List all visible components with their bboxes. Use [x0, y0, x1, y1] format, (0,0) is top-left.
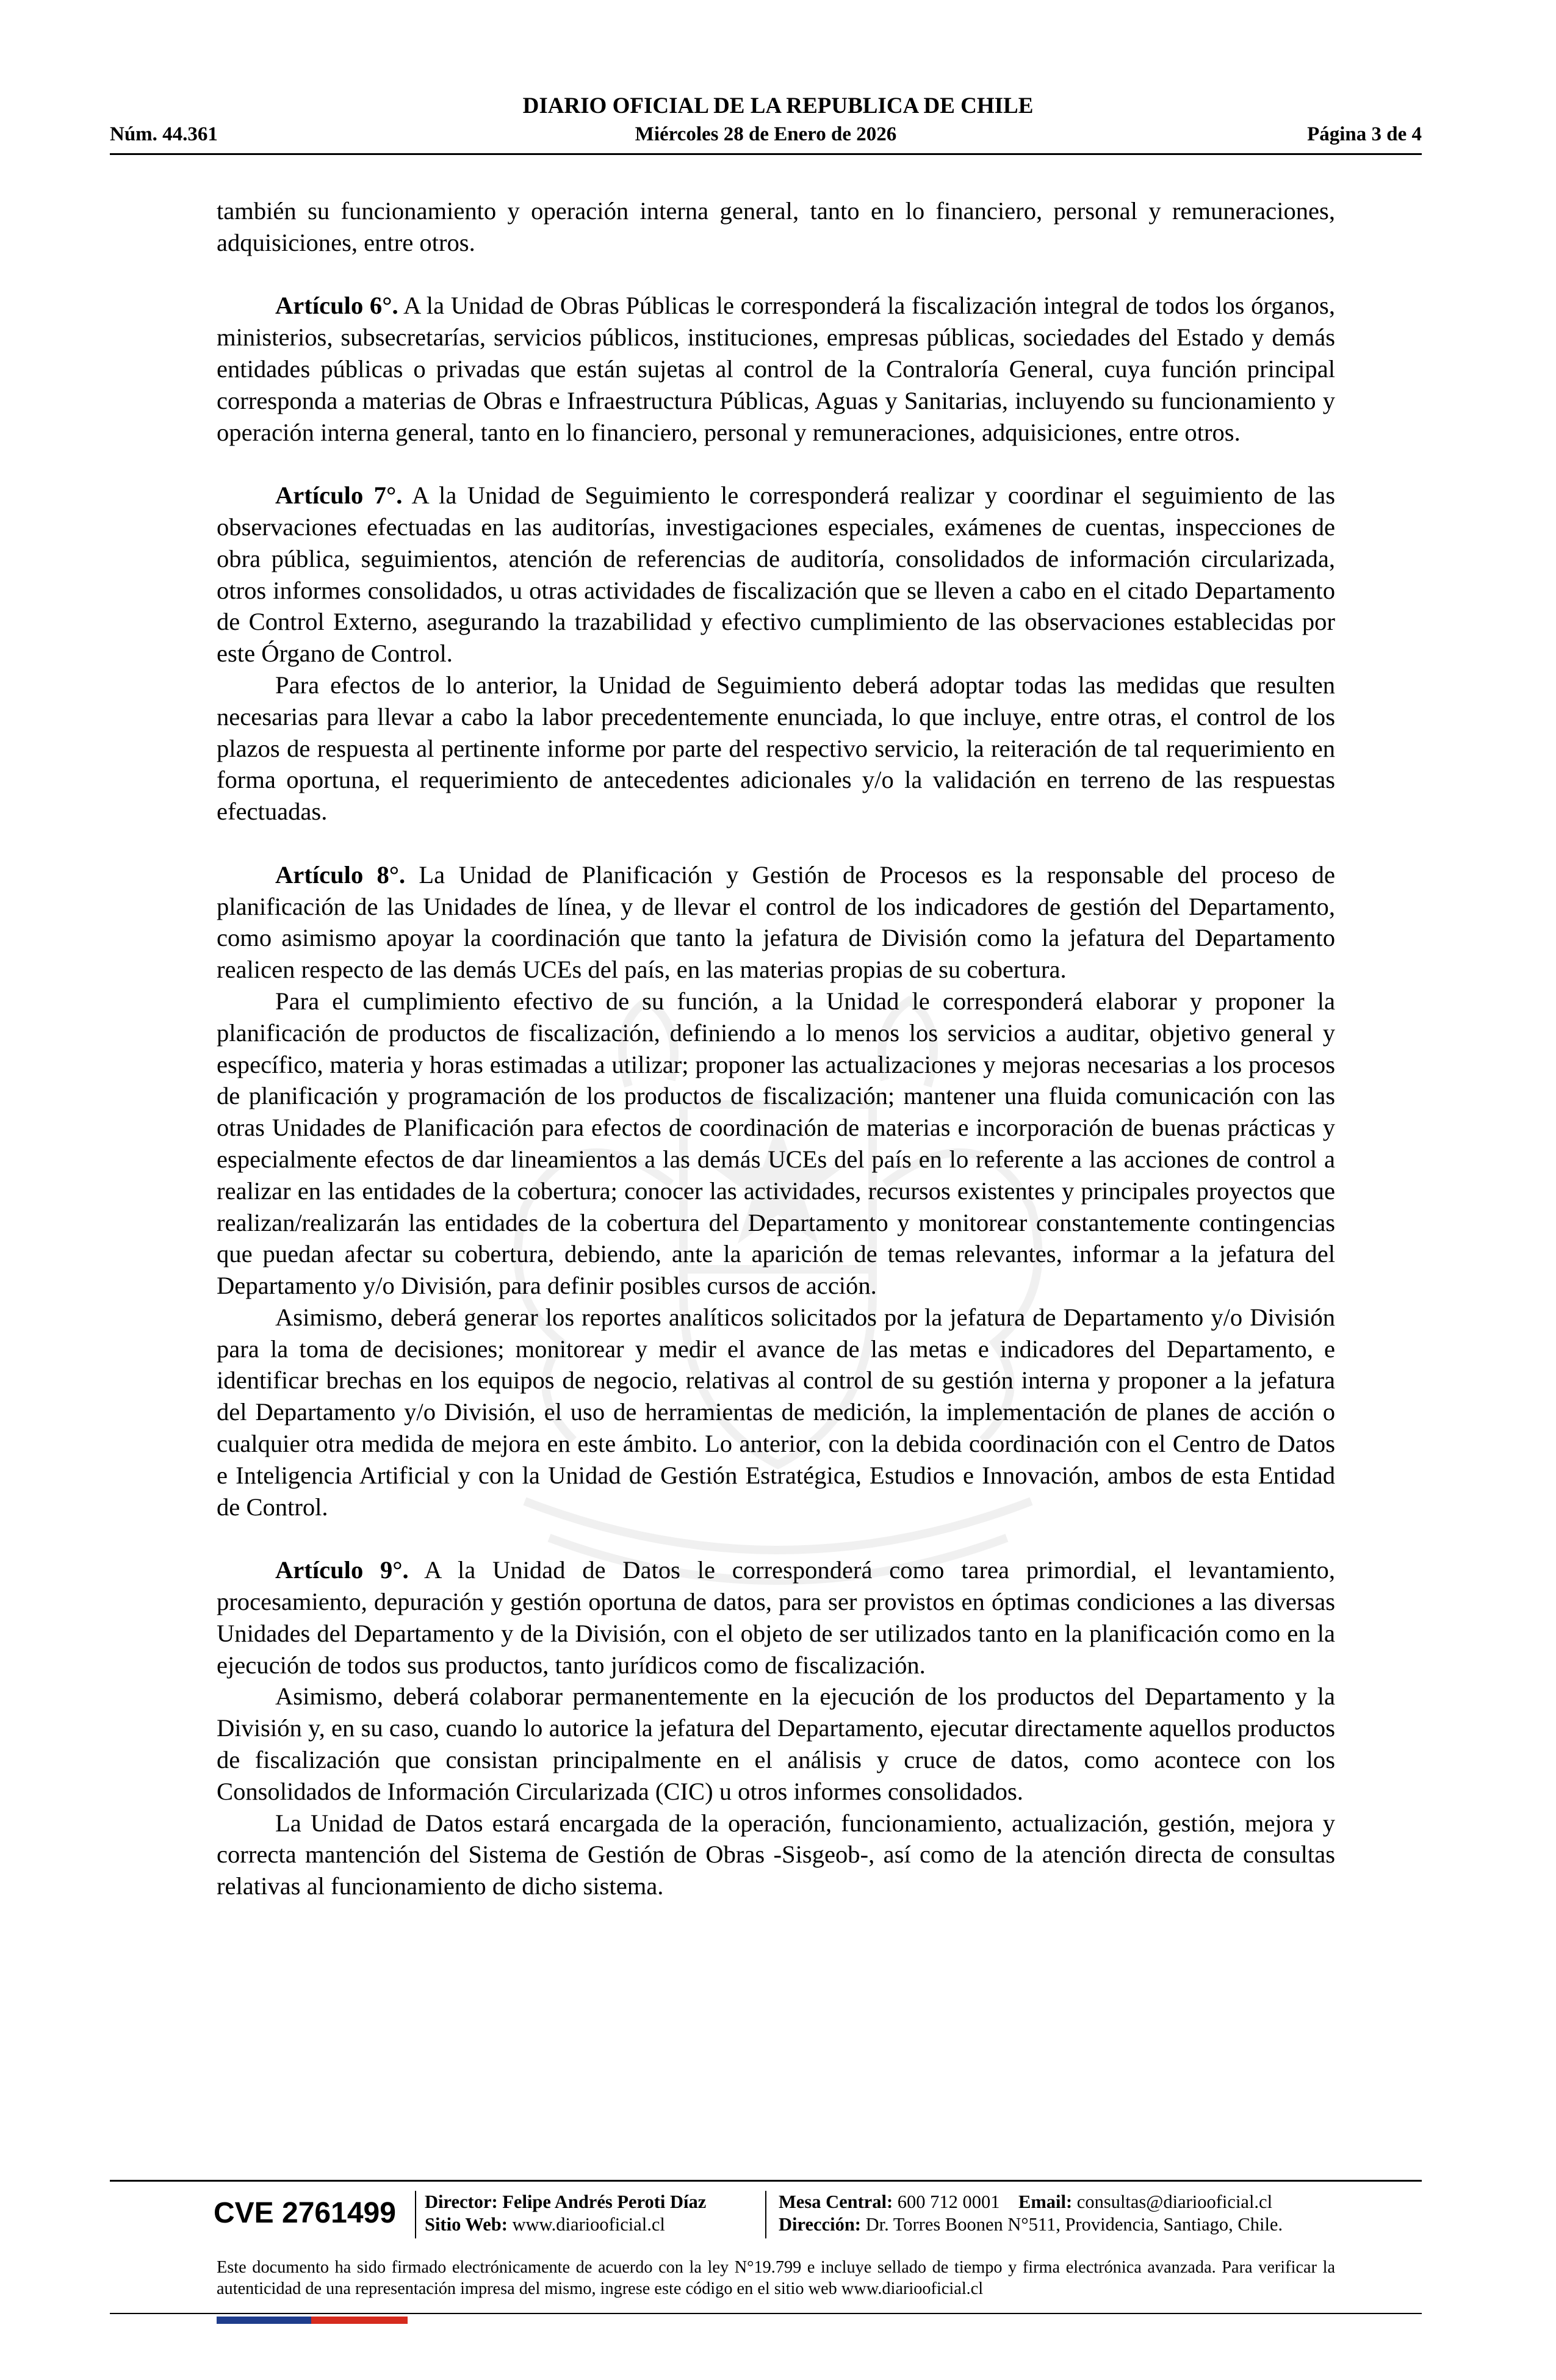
article-9-label: Artículo 9°. — [275, 1556, 409, 1584]
article-9-text: A la Unidad de Datos le corresponderá como tarea primordial, el levantamiento, procesamiento, depuración y gestión oportuna de datos, para ser provistos en óptimas condiciones a las diversas Unidades del Departamento y de la División, con el objeto de ser utilizados tanto en la planificación como en la ejecución de todos sus productos, tanto jurídicos como de fiscalización. — [217, 1556, 1335, 1679]
article-9-paragraph-2: Asimismo, deberá colaborar permanentemente en la ejecución de los productos del Departamento y la División y, en su caso, cuando lo autorice la jefatura del Departamento, ejecutar directamente aquellos productos de fiscalización que consistan principalmente en el análisis y cruce de datos, como acontece con los Consolidados de Información Circularizada (CIC) u otros informes consolidados. — [217, 1682, 1335, 1805]
article-6-text: A la Unidad de Obras Públicas le corresponderá la fiscalización integral de todos los órganos, ministerios, subsecretarías, servicios públicos, instituciones, empresas públicas, sociedades del Estado y demás entidades públicas o privadas que están sujetas al control de la Contraloría General, cuya función principal corresponda a materias de Obras e Infraestructura Públicas, Aguas y Sanitarias, incluyendo su funcionamiento y operación interna general, tanto en lo financiero, personal y remuneraciones, adquisiciones, entre otros. — [217, 292, 1335, 446]
issue-number: Núm. 44.361 — [110, 123, 218, 145]
footer-separator — [415, 2191, 416, 2238]
continuation-paragraph: también su funcionamiento y operación interna general, tanto en lo financiero, personal y remuneraciones, adquisiciones, entre otros. — [217, 197, 1335, 256]
site-url[interactable]: www.diariooficial.cl — [512, 2214, 665, 2235]
email-value[interactable]: consultas@diariooficial.cl — [1076, 2191, 1273, 2212]
article-7-label: Artículo 7°. — [275, 481, 403, 510]
address-label: Dirección: — [779, 2214, 861, 2235]
article-8-label: Artículo 8°. — [275, 860, 406, 889]
flag-stripe-blue — [217, 2317, 311, 2324]
phone-value: 600 712 0001 — [897, 2191, 1000, 2212]
gazette-title: DIARIO OFICIAL DE LA REPUBLICA DE CHILE — [522, 93, 1034, 118]
article-6 — [217, 290, 1335, 448]
article-9 — [217, 1554, 1335, 1681]
phone-label: Mesa Central: — [779, 2191, 893, 2212]
article-7 — [217, 480, 1335, 669]
article-6-label: Artículo 6°. — [275, 292, 398, 320]
article-9-paragraph-3: La Unidad de Datos estará encargada de la operación, funcionamiento, actualización, gestión, mejora y correcta mantención del Sistema de Gestión de Obras -Sisgeob-, así como de la atención directa de consultas relativas al funcionamiento de dicho sistema. — [217, 1809, 1335, 1900]
article-8-paragraph-3: Asimismo, deberá generar los reportes analíticos solicitados por la jefatura de Departamento y/o División para la toma de decisiones; monitorear y medir el avance de las metas e indicadores del Departamento, e identificar brechas en los equipos de negocio, relativas al control de su gestión interna y proponer a la jefatura del Departamento y/o División, el uso de herramientas de medición, la implementación de planes de acción o cualquier otra medida de mejora en este ámbito. Lo anterior, con la debida coordinación con el Centro de Datos e Inteligencia Artificial y con la Unidad de Gestión Estratégica, Estudios e Innovación, ambos de esta Entidad de Control. — [217, 1303, 1335, 1521]
article-8-paragraph-2: Para el cumplimiento efectivo de su función, a la Unidad le corresponderá elaborar y proponer la planificación de productos de fiscalización, definiendo a lo menos los servicios a auditar, objetivo general y específico, materia y horas estimadas a utilizar; proponer las actualizaciones y mejoras necesarias a los procesos de planificación y programación de los productos de fiscalización; mantener una fluida comunicación con las otras Unidades de Planificación para efectos de coordinación de materias e incorporación de buenas prácticas y especialmente efectos de dar lineamientos a las demás UCEs del país en lo referente a las acciones de control a realizar en las entidades de la cobertura; conocer las actividades, recursos existentes y principales proyectos que realizan/realizarán las entidades de la cobertura del Departamento y monitorear constantemente contingencias que puedan afectar su cobertura, debiendo, ante la aparición de temas relevantes, informar a la jefatura del Departamento y/o División, para definir posibles cursos de acción. — [217, 987, 1335, 1300]
article-8-text: La Unidad de Planificación y Gestión de Procesos es la responsable del proceso de planificación de las Unidades de línea, y de llevar el control de los indicadores de gestión del Departamento, como asimismo apoyar la coordinación que tanto la jefatura de División como la jefatura del Departamento realicen respecto de las demás UCEs del país, en las materias propias de su cobertura. — [217, 860, 1335, 984]
address-value: Dr. Torres Boonen N°511, Providencia, Santiago, Chile. — [865, 2214, 1283, 2235]
footer-director-block — [425, 2191, 706, 2236]
article-7-text: A la Unidad de Seguimiento le corresponderá realizar y coordinar el seguimiento de las observaciones efectuadas en las auditorías, investigaciones especiales, exámenes de cuentas, inspecciones de obra pública, seguimientos, atención de referencias de auditoría, consolidados de información circularizada, otros informes consolidados, u otras actividades de fiscalización que se lleven a cabo en el citado Departamento de Control Externo, asegurando la trazabilidad y efectivo cumplimiento de las observaciones establecidas por este Órgano de Control. — [217, 481, 1335, 668]
document-body — [217, 195, 1335, 1902]
issue-date: Miércoles 28 de Enero de 2026 — [635, 123, 897, 145]
flag-stripe-red — [311, 2317, 408, 2324]
cve-code: CVE 2761499 — [214, 2197, 396, 2229]
footer-divider — [110, 2180, 1422, 2182]
article-7-paragraph-2: Para efectos de lo anterior, la Unidad de Seguimiento deberá adoptar todas las medidas que resulten necesarias para llevar a cabo la labor precedentemente enunciada, lo que incluye, entre otras, el control de los plazos de respuesta al pertinente informe por parte del respectivo servicio, la reiteración de tal requerimiento en forma oportuna, el requerimiento de antecedentes adicionales y/o la validación en terreno de las respuestas efectuadas. — [217, 671, 1335, 826]
page-indicator: Página 3 de 4 — [1307, 123, 1422, 145]
footer-contact-block — [779, 2191, 1283, 2236]
header-divider — [110, 153, 1422, 155]
site-label: Sitio Web: — [425, 2214, 508, 2235]
footer-bottom-rule — [110, 2313, 1422, 2314]
director-name: Felipe Andrés Peroti Díaz — [502, 2191, 707, 2212]
digital-signature-note: Este documento ha sido firmado electrónicamente de acuerdo con la ley N°19.799 e incluye sellado de tiempo y firma electrónica avanzada. Para verificar la autenticidad de una representación impresa del mismo, ingrese este código en el sitio web www.diariooficial.cl — [217, 2258, 1335, 2298]
article-8 — [217, 859, 1335, 986]
director-label: Director: — [425, 2191, 498, 2212]
header-row — [110, 121, 1422, 149]
email-label: Email: — [1018, 2191, 1073, 2212]
footer-separator — [765, 2191, 766, 2238]
